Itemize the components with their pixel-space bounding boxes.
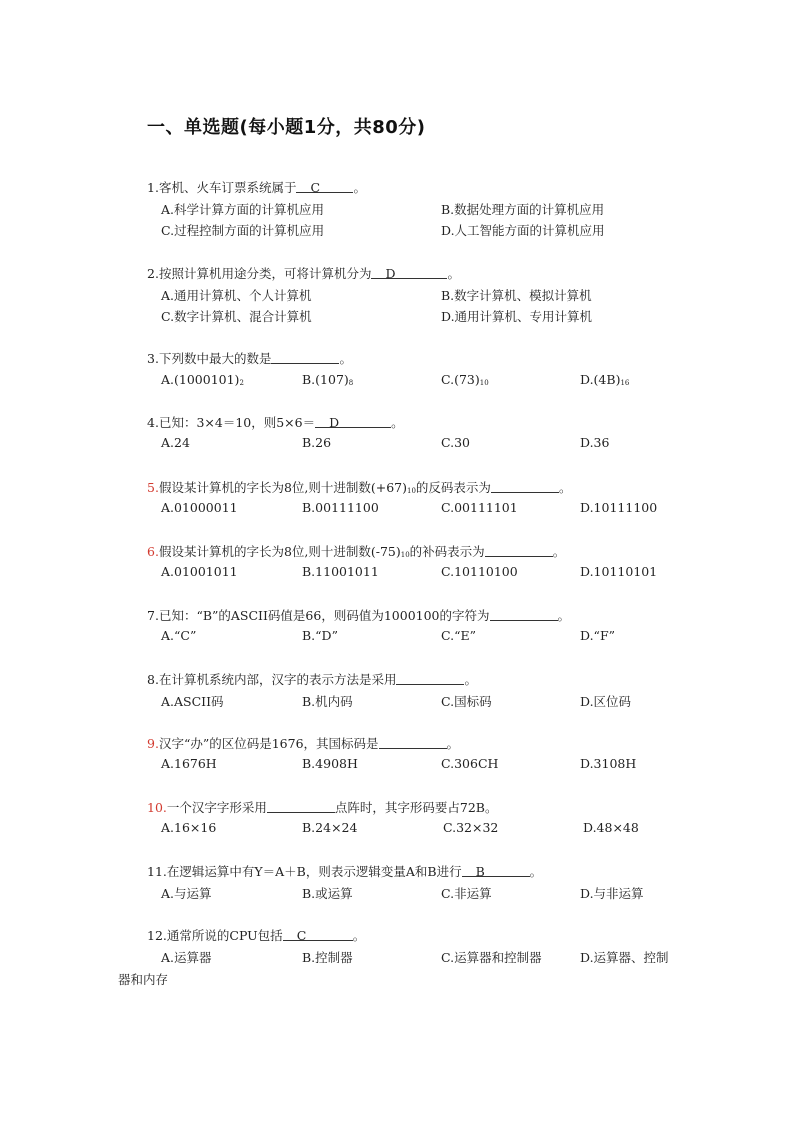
option-a: A.运算器 <box>161 950 212 965</box>
answer-blank[interactable]: B <box>462 861 530 877</box>
answer-blank[interactable]: C <box>296 177 353 193</box>
option-d: D.3108H <box>580 756 637 771</box>
option-c: C.00111101 <box>441 500 518 515</box>
question-11: 11.在逻辑运算中有Y＝A＋B，则表示逻辑变量A和B进行 B 。 <box>147 861 542 882</box>
question-number: 4. <box>147 415 159 430</box>
option-d: $D.(4B)_{16}$ <box>580 372 630 387</box>
option-b: B.24×24 <box>302 820 358 835</box>
option-a: A.“C” <box>161 628 197 643</box>
option-d: D.“F” <box>580 628 616 643</box>
option-c: C.过程控制方面的计算机应用 <box>161 223 325 238</box>
option-c: C.10110100 <box>441 564 518 579</box>
option-b: B.控制器 <box>302 950 353 965</box>
option-d: D.通用计算机、专用计算机 <box>441 309 593 324</box>
option-d: D.36 <box>580 435 610 450</box>
option-b: B.数据处理方面的计算机应用 <box>441 202 605 217</box>
question-12: 12.通常所说的CPU包括 C 。 <box>147 925 365 946</box>
option-c: C.数字计算机、混合计算机 <box>161 309 312 324</box>
option-a: $A.(1000101)_2$ <box>161 372 244 387</box>
question-number: 2. <box>147 266 159 281</box>
option-b: $B.(107)_8$ <box>302 372 354 387</box>
option-c: C.“E” <box>441 628 476 643</box>
option-c: C.306CH <box>441 756 499 771</box>
question-number: 10. <box>147 800 167 815</box>
question-number: 5. <box>147 480 159 495</box>
question-stem: 假设某计算机的字长为8位,则十进制数(-75) <box>158 544 401 559</box>
option-a: A.01000011 <box>161 500 238 515</box>
question-stem: 在逻辑运算中有Y＝A＋B，则表示逻辑变量A和B进行 <box>166 864 462 879</box>
option-a: A.01001011 <box>161 564 238 579</box>
question-number: 6. <box>147 544 159 559</box>
question-number: 9. <box>147 736 159 751</box>
question-8: 8.在计算机系统内部，汉字的表示方法是采用 。 <box>147 669 477 690</box>
option-d: D.人工智能方面的计算机应用 <box>441 223 605 238</box>
question-number: 3. <box>147 351 159 366</box>
answer-blank[interactable]: D <box>315 412 391 428</box>
question-stem: 假设某计算机的字长为8位,则十进制数(+67) <box>158 480 407 495</box>
question-6: 6.假设某计算机的字长为8位,则十进制数$(-75)_{10}$的补码表示为 。 <box>147 541 565 566</box>
option-b: B.11001011 <box>302 564 379 579</box>
option-a: A.16×16 <box>161 820 217 835</box>
question-stem: 已知：3×4＝10，则5×6＝ <box>158 415 316 430</box>
option-b: B.00111100 <box>302 500 379 515</box>
question-4: 4.已知：3×4＝10，则5×6＝ D 。 <box>147 412 404 433</box>
question-3: 3.下列数中最大的数是 。 <box>147 348 352 369</box>
option-a: A.24 <box>161 435 190 450</box>
option-b: B.机内码 <box>302 694 353 709</box>
option-d: D.10110101 <box>580 564 658 579</box>
option-d: D.10111100 <box>580 500 658 515</box>
question-number: 12. <box>147 928 167 943</box>
question-stem: 已知：“B”的ASCII码值是66，则码值为1000100的字符为 <box>158 608 490 623</box>
option-c: C.30 <box>441 435 470 450</box>
question-stem: 汉字“办”的区位码是1676，其国标码是 <box>158 736 379 751</box>
answer-blank[interactable] <box>267 797 335 813</box>
option-d: D.运算器、控制 <box>580 950 669 965</box>
option-a: A.通用计算机、个人计算机 <box>161 288 312 303</box>
question-stem: 一个汉字字形采用 <box>166 800 267 815</box>
question-number: 7. <box>147 608 159 623</box>
question-number: 8. <box>147 672 159 687</box>
option-b: B.4908H <box>302 756 358 771</box>
option-b: B.或运算 <box>302 886 353 901</box>
question-stem: 下列数中最大的数是 <box>158 351 272 366</box>
option-b: B.26 <box>302 435 332 450</box>
answer-blank[interactable]: D <box>371 263 447 279</box>
question-stem: 按照计算机用途分类，可将计算机分为 <box>158 266 372 281</box>
option-d: D.区位码 <box>580 694 632 709</box>
question-10: 10.一个汉字字形采用 点阵时，其字形码要占72B。 <box>147 797 498 818</box>
question-1: 1.客机、火车订票系统属于 C 。 <box>147 177 366 198</box>
option-d: D.与非运算 <box>580 886 644 901</box>
option-a: A.与运算 <box>161 886 212 901</box>
option-c: $C.(73)_{10}$ <box>441 372 489 387</box>
option-c: C.运算器和控制器 <box>441 950 542 965</box>
answer-blank[interactable]: C <box>283 925 353 941</box>
answer-blank[interactable] <box>491 477 559 493</box>
option-d: D.48×48 <box>583 820 639 835</box>
question-number: 11. <box>147 864 167 879</box>
question-stem: 通常所说的CPU包括 <box>166 928 283 943</box>
option-c: C.非运算 <box>441 886 492 901</box>
question-7: 7.已知：“B”的ASCII码值是66，则码值为1000100的字符为 。 <box>147 605 570 626</box>
answer-blank[interactable] <box>271 348 339 364</box>
section-title: 一、单选题(每小题1分，共80分) <box>147 117 426 138</box>
option-c: C.32×32 <box>443 820 499 835</box>
question-9: 9.汉字“办”的区位码是1676，其国标码是 。 <box>147 733 459 754</box>
option-b: B.数字计算机、模拟计算机 <box>441 288 592 303</box>
question-stem: 客机、火车订票系统属于 <box>158 180 297 195</box>
option-a: A.1676H <box>161 756 217 771</box>
answer-blank[interactable] <box>396 669 464 685</box>
option-b: B.“D” <box>302 628 338 643</box>
question-2: 2.按照计算机用途分类，可将计算机分为 D 。 <box>147 263 460 284</box>
answer-blank[interactable] <box>379 733 447 749</box>
option-c: C.国标码 <box>441 694 492 709</box>
answer-blank[interactable] <box>485 541 553 557</box>
option-a: A.科学计算方面的计算机应用 <box>161 202 325 217</box>
question-5: 5.假设某计算机的字长为8位,则十进制数$(+67)_{10}$的反码表示为 。 <box>147 477 571 502</box>
answer-blank[interactable] <box>490 605 558 621</box>
question-stem: 在计算机系统内部，汉字的表示方法是采用 <box>158 672 397 687</box>
question-number: 1. <box>147 180 159 195</box>
option-a: A.ASCII码 <box>161 694 224 709</box>
option-d-wrap: 器和内存 <box>118 972 169 987</box>
